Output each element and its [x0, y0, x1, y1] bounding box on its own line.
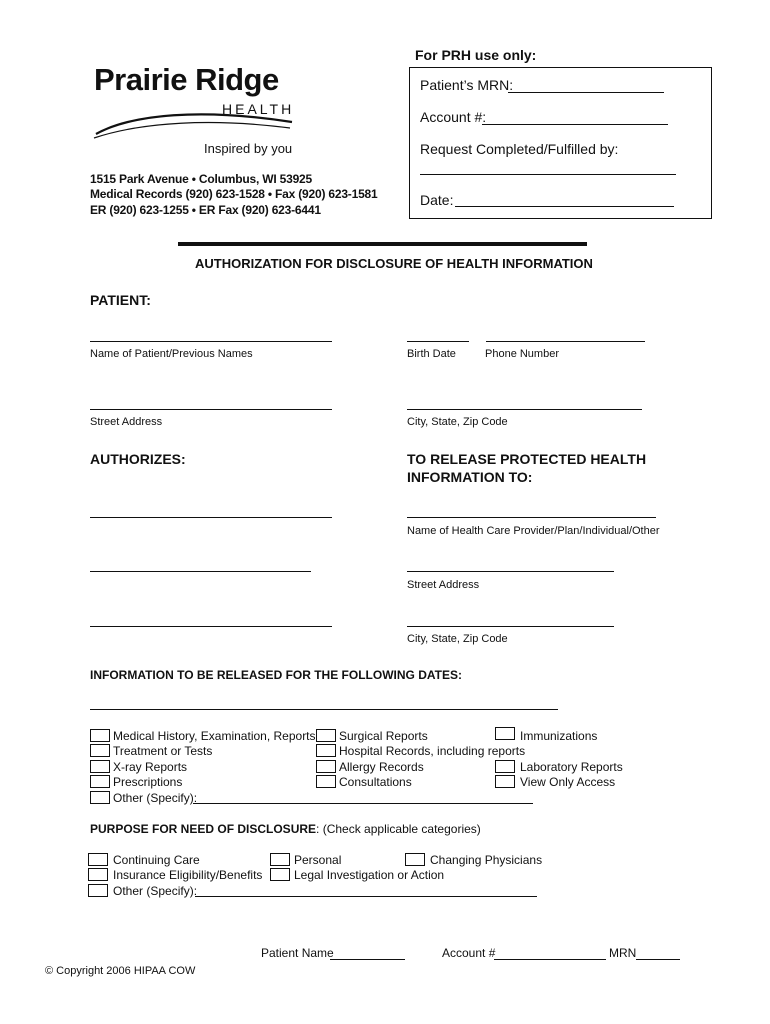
personal-label: Personal	[294, 853, 342, 867]
xray-label: X-ray Reports	[113, 760, 188, 774]
changing-physicians-label: Changing Physicians	[430, 853, 543, 867]
copyright: © Copyright 2006 HIPAA COW	[45, 965, 196, 977]
account-label: Account #:	[420, 109, 487, 125]
mrn-label: Patient’s MRN:	[420, 77, 514, 93]
authorizes-heading: AUTHORIZES:	[90, 451, 186, 467]
patient-city-field[interactable]	[407, 409, 642, 410]
footer-account-field[interactable]	[494, 959, 606, 960]
laboratory-label: Laboratory Reports	[520, 760, 623, 774]
patient-street-label: Street Address	[90, 416, 163, 428]
legal-label: Legal Investigation or Action	[294, 868, 445, 882]
treatment-checkbox[interactable]	[90, 744, 110, 757]
patient-name-label: Name of Patient/Previous Names	[90, 348, 253, 360]
title-rule	[178, 242, 587, 246]
footer-mrn-field[interactable]	[636, 959, 680, 960]
immunizations-label: Immunizations	[520, 729, 598, 743]
footer-account-label: Account #	[442, 946, 496, 960]
purpose-heading-bold: PURPOSE FOR NEED OF DISCLOSURE	[90, 822, 317, 836]
account-field[interactable]	[482, 124, 668, 125]
logo-swoosh-icon	[92, 104, 297, 140]
dates-heading: INFORMATION TO BE RELEASED FOR THE FOLLOWING DATES:	[90, 668, 462, 682]
contact-records: Medical Records (920) 623-1528 • Fax (920) 623-1581	[90, 187, 378, 201]
release-heading-line2: INFORMATION TO:	[407, 469, 533, 485]
patient-name-field[interactable]	[90, 341, 332, 342]
birth-date-label: Birth Date	[407, 348, 456, 360]
allergy-label: Allergy Records	[339, 760, 424, 774]
form-title: AUTHORIZATION FOR DISCLOSURE OF HEALTH INFORMATION	[195, 256, 593, 271]
authorizes-field-2[interactable]	[90, 571, 311, 572]
authorizes-field-3[interactable]	[90, 626, 332, 627]
provider-name-label: Name of Health Care Provider/Plan/Individual/Other	[407, 525, 660, 537]
patient-heading: PATIENT:	[90, 292, 151, 308]
release-heading-line1: TO RELEASE PROTECTED HEALTH	[407, 451, 647, 467]
request-completed-field[interactable]	[420, 174, 676, 175]
phone-number-label: Phone Number	[485, 348, 559, 360]
request-completed-label: Request Completed/Fulfilled by:	[420, 141, 619, 157]
birth-date-field[interactable]	[407, 341, 469, 342]
authorizes-field-1[interactable]	[90, 517, 332, 518]
continuing-care-label: Continuing Care	[113, 853, 200, 867]
consultations-label: Consultations	[339, 775, 412, 789]
immunizations-checkbox[interactable]	[495, 727, 515, 740]
provider-name-field[interactable]	[407, 517, 656, 518]
prh-use-heading: For PRH use only:	[415, 47, 537, 63]
purpose-heading	[90, 822, 481, 836]
date-field[interactable]	[455, 206, 674, 207]
medical-history-label: Medical History, Examination, Reports	[113, 729, 316, 743]
footer-patient-name-label: Patient Name	[261, 946, 334, 960]
purpose-heading-rest: : (Check applicable categories)	[316, 822, 481, 836]
info-other-checkbox[interactable]	[90, 791, 110, 804]
changing-physicians-checkbox[interactable]	[405, 853, 425, 866]
footer-patient-name-field[interactable]	[330, 959, 405, 960]
provider-city-field[interactable]	[407, 626, 614, 627]
view-only-checkbox[interactable]	[495, 775, 515, 788]
prescriptions-label: Prescriptions	[113, 775, 183, 789]
info-other-field[interactable]	[193, 803, 533, 804]
logo-name: Prairie Ridge	[94, 62, 279, 97]
continuing-care-checkbox[interactable]	[88, 853, 108, 866]
mrn-field[interactable]	[508, 92, 664, 93]
insurance-checkbox[interactable]	[88, 868, 108, 881]
purpose-other-checkbox[interactable]	[88, 884, 108, 897]
purpose-other-label: Other (Specify):	[113, 884, 198, 898]
surgical-label: Surgical Reports	[339, 729, 428, 743]
contact-er: ER (920) 623-1255 • ER Fax (920) 623-6441	[90, 203, 321, 217]
legal-checkbox[interactable]	[270, 868, 290, 881]
prescriptions-checkbox[interactable]	[90, 775, 110, 788]
view-only-label: View Only Access	[520, 775, 616, 789]
patient-city-label: City, State, Zip Code	[407, 416, 508, 428]
logo-subname: HEALTH	[222, 101, 295, 117]
treatment-label: Treatment or Tests	[113, 744, 213, 758]
phone-number-field[interactable]	[486, 341, 645, 342]
footer-mrn-label: MRN	[609, 946, 637, 960]
insurance-label: Insurance Eligibility/Benefits	[113, 868, 263, 882]
date-label: Date:	[420, 192, 454, 208]
personal-checkbox[interactable]	[270, 853, 290, 866]
surgical-checkbox[interactable]	[316, 729, 336, 742]
medical-history-checkbox[interactable]	[90, 729, 110, 742]
provider-city-label: City, State, Zip Code	[407, 633, 508, 645]
info-other-label: Other (Specify):	[113, 791, 198, 805]
hospital-label: Hospital Records, including reports	[339, 744, 526, 758]
provider-street-field[interactable]	[407, 571, 614, 572]
logo-tagline: Inspired by you	[204, 141, 293, 156]
consultations-checkbox[interactable]	[316, 775, 336, 788]
xray-checkbox[interactable]	[90, 760, 110, 773]
contact-address: 1515 Park Avenue • Columbus, WI 53925	[90, 172, 313, 186]
dates-field[interactable]	[90, 709, 558, 710]
provider-street-label: Street Address	[407, 579, 480, 591]
hospital-checkbox[interactable]	[316, 744, 336, 757]
laboratory-checkbox[interactable]	[495, 760, 515, 773]
allergy-checkbox[interactable]	[316, 760, 336, 773]
purpose-other-field[interactable]	[195, 896, 537, 897]
patient-street-field[interactable]	[90, 409, 332, 410]
